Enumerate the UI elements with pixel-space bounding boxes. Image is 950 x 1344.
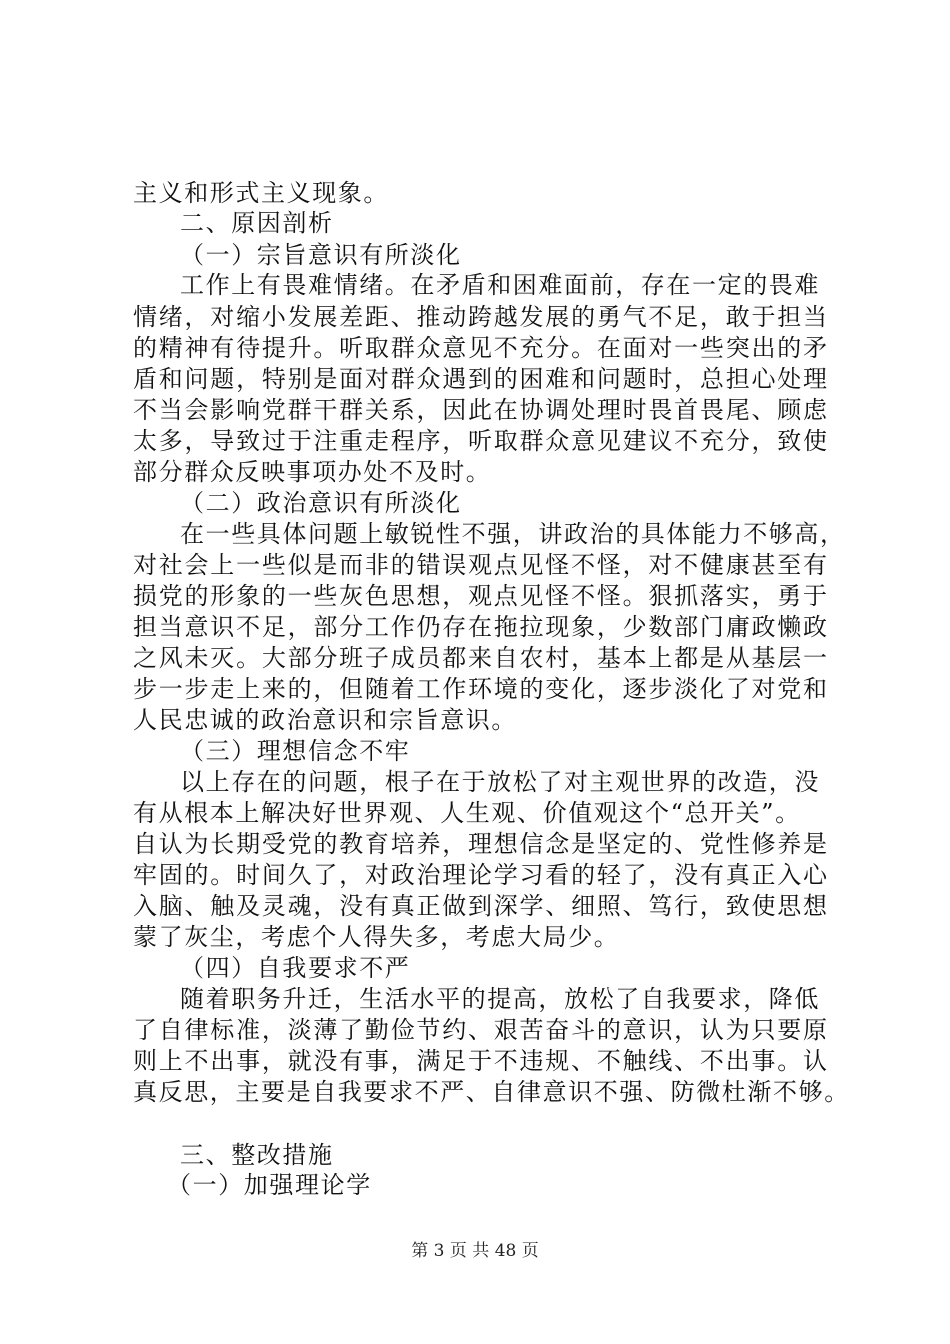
paragraph-line: 以上存在的问题，根子在于放松了对主观世界的改造，没 bbox=[180, 768, 820, 796]
paragraph-line: 自认为长期受党的教育培养，理想信念是坚定的、党性修养是 bbox=[133, 830, 827, 858]
paragraph-line: 蒙了灰尘，考虑个人得失多，考虑大局少。 bbox=[133, 923, 620, 951]
page-indicator: 第 3 页 共 48 页 bbox=[411, 1241, 539, 1261]
paragraph-line: 牢固的。时间久了，对政治理论学习看的轻了，没有真正入心 bbox=[133, 861, 827, 889]
paragraph-line: 则上不出事，就没有事，满足于不违规、不触线、不出事。认 bbox=[133, 1047, 827, 1075]
paragraph-line: 之风未灭。大部分班子成员都来自农村，基本上都是从基层一 bbox=[133, 644, 827, 672]
paragraph-line: 不当会影响党群干群关系，因此在协调处理时畏首畏尾、顾虑 bbox=[133, 396, 827, 424]
section-heading: 二、原因剖析 bbox=[180, 209, 334, 237]
paragraph-line: 情绪，对缩小发展差距、推动跨越发展的勇气不足，敢于担当 bbox=[133, 303, 827, 331]
paragraph-line: 有从根本上解决好世界观、人生观、价值观这个“总开关”。 bbox=[133, 799, 801, 827]
paragraph-line: 工作上有畏难情绪。在矛盾和困难面前，存在一定的畏难 bbox=[180, 271, 820, 299]
paragraph-line: 步一步走上来的，但随着工作环境的变化，逐步淡化了对党和 bbox=[133, 675, 827, 703]
paragraph-line: 真反思，主要是自我要求不严、自律意识不强、防微杜渐不够。 bbox=[133, 1078, 850, 1106]
paragraph-line: 在一些具体问题上敏锐性不强，讲政治的具体能力不够高， bbox=[180, 520, 846, 548]
paragraph-line: 太多，导致过于注重走程序，听取群众意见建议不充分，致使 bbox=[133, 427, 827, 455]
subsection-heading: （三）理想信念不牢 bbox=[180, 737, 411, 765]
paragraph-line: 了自律标准，淡薄了勤俭节约、艰苦奋斗的意识，认为只要原 bbox=[133, 1016, 827, 1044]
subsection-heading: （四）自我要求不严 bbox=[180, 954, 411, 982]
paragraph-line: 部分群众反映事项办处不及时。 bbox=[133, 458, 492, 486]
paragraph-line: 入脑、触及灵魂，没有真正做到深学、细照、笃行，致使思想 bbox=[133, 892, 827, 920]
paragraph-line: 盾和问题，特别是面对群众遇到的困难和问题时，总担心处理 bbox=[133, 365, 827, 393]
paragraph-line: 对社会上一些似是而非的错误观点见怪不怪，对不健康甚至有 bbox=[133, 551, 827, 579]
paragraph-line: 担当意识不足，部分工作仍存在拖拉现象，少数部门庸政懒政 bbox=[133, 613, 827, 641]
paragraph-line: 人民忠诚的政治意识和宗旨意识。 bbox=[133, 706, 517, 734]
paragraph-line: 随着职务升迁，生活水平的提高，放松了自我要求，降低 bbox=[180, 985, 820, 1013]
paragraph-line: 的精神有待提升。听取群众意见不充分。在面对一些突出的矛 bbox=[133, 334, 827, 362]
section-heading: 三、整改措施 bbox=[180, 1141, 334, 1169]
subsection-heading: （一）宗旨意识有所淡化 bbox=[180, 241, 462, 269]
paragraph-line: 主义和形式主义现象。 bbox=[133, 179, 389, 207]
subsection-heading: （二）政治意识有所淡化 bbox=[180, 489, 462, 517]
subsection-heading: （一）加强理论学 bbox=[167, 1171, 372, 1199]
paragraph-line: 损党的形象的一些灰色思想，观点见怪不怪。狠抓落实，勇于 bbox=[133, 582, 827, 610]
